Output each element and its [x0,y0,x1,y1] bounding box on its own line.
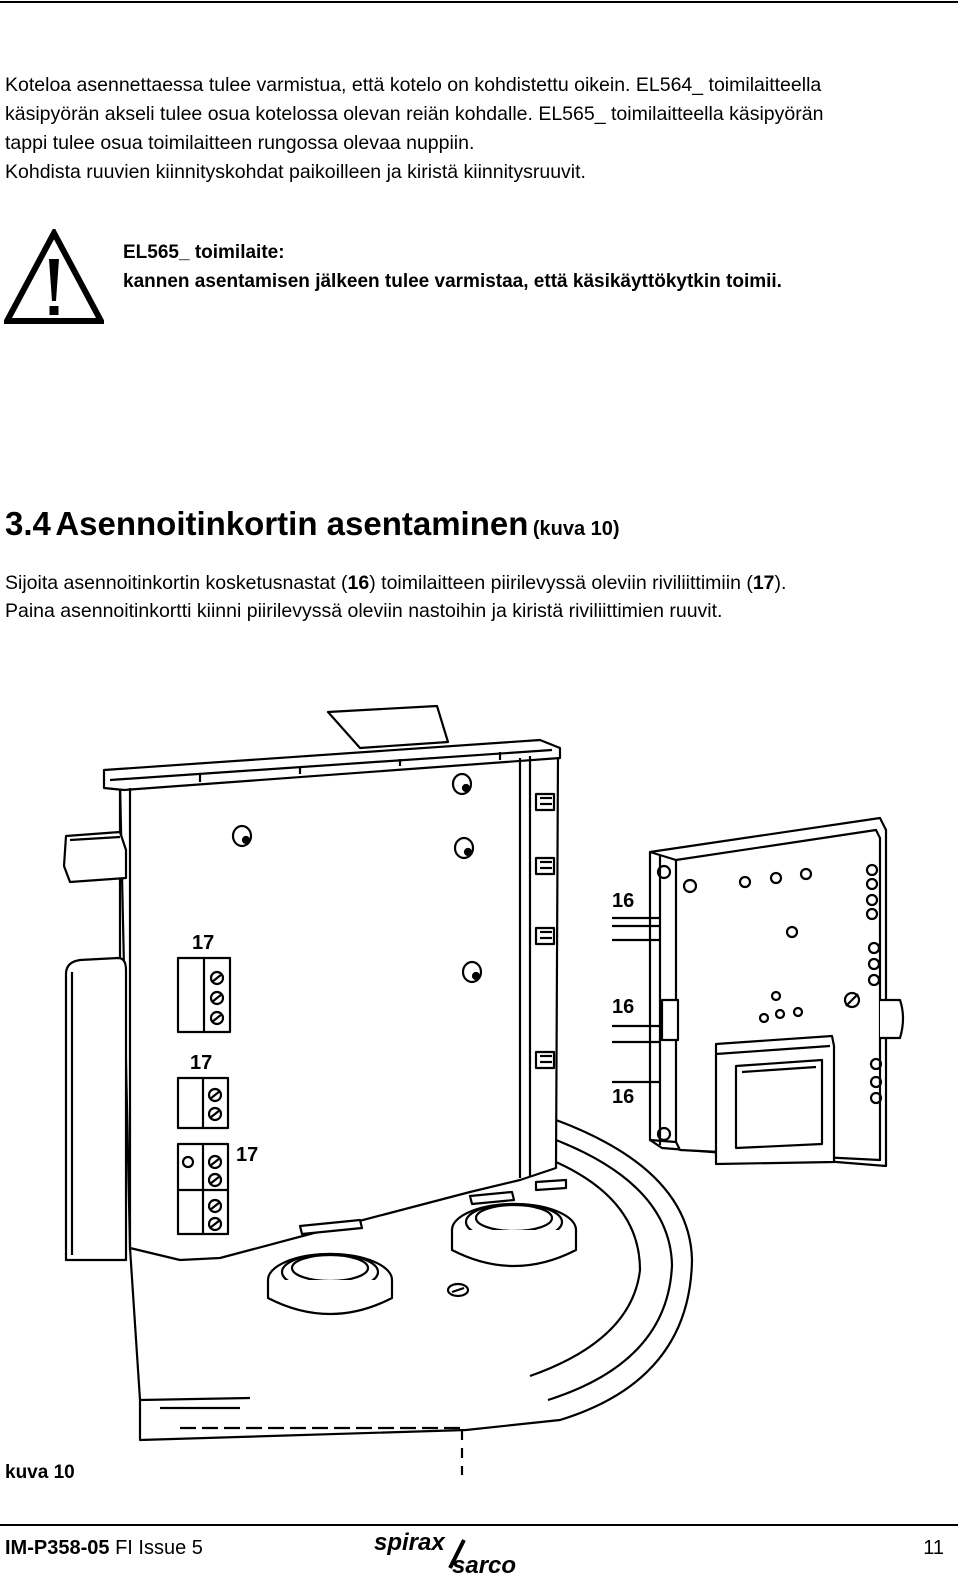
intro-line-4: Kohdista ruuvien kiinnityskohdat paikoilleen ja kiristä kiinnitysruuvit. [5,161,586,183]
section-title: Asennoitinkortin asentaminen [55,505,529,542]
section-number: 3.4 [5,505,51,542]
callout-17-middle: 17 [190,1052,213,1074]
warning-line-2: kannen asentamisen jälkeen tulee varmistaa, että käsikäyttökytkin toimii. [123,271,782,292]
body-paragraph [5,569,960,625]
ref-16: 16 [347,572,370,594]
footer-rule [0,1524,958,1526]
intro-line-2: käsipyörän akseli tulee osua kotelossa olevan reiän kohdalle. EL565_ toimilaitteella käsipyörän [5,103,824,125]
assembly-drawing [0,700,960,1490]
footer-document-id [5,1537,203,1560]
callout-17-lower: 17 [236,1144,259,1166]
intro-line-1: Koteloa asennettaessa tulee varmistua, että kotelo on kohdistettu oikein. EL564_ toimilaitteella [5,74,822,96]
callout-16-middle: 16 [612,996,635,1018]
body-text-run: Sijoita asennoitinkortin kosketusnastat ( [5,572,348,594]
document-issue: FI Issue 5 [115,1537,203,1559]
section-heading [5,505,620,543]
callout-16-upper: 16 [612,890,635,912]
callout-17-upper: 17 [192,932,215,954]
warning-text [123,238,953,296]
page-number: 11 [923,1537,944,1559]
body-line-2: Paina asennoitinkortti kiinni piirilevyssä oleviin nastoihin ja kiristä riviliittimien ruuvit. [5,600,723,622]
intro-line-3: tappi tulee osua toimilaitteen rungossa olevaa nuppiin. [5,132,475,154]
spirax-sarco-logo [372,1528,537,1578]
section-figure-ref: (kuva 10) [532,518,620,540]
body-line-1 [5,569,960,597]
logo-word-bottom: sarco [452,1552,517,1578]
body-text-run: ) toimilaitteen piirilevyssä oleviin riviliittimiin ( [369,572,753,594]
warning-line-1: EL565_ toimilaite: [123,242,285,263]
ref-17: 17 [752,572,775,594]
figure-10 [0,700,960,1490]
body-text-run: ). [774,572,787,594]
document-code: IM-P358-05 [5,1537,110,1559]
intro-paragraph [5,71,955,187]
callout-16-lower: 16 [612,1086,635,1108]
logo-word-top: spirax [374,1529,445,1556]
figure-caption: kuva 10 [5,1462,75,1483]
warning-triangle-icon [4,229,104,325]
top-rule [0,1,958,3]
